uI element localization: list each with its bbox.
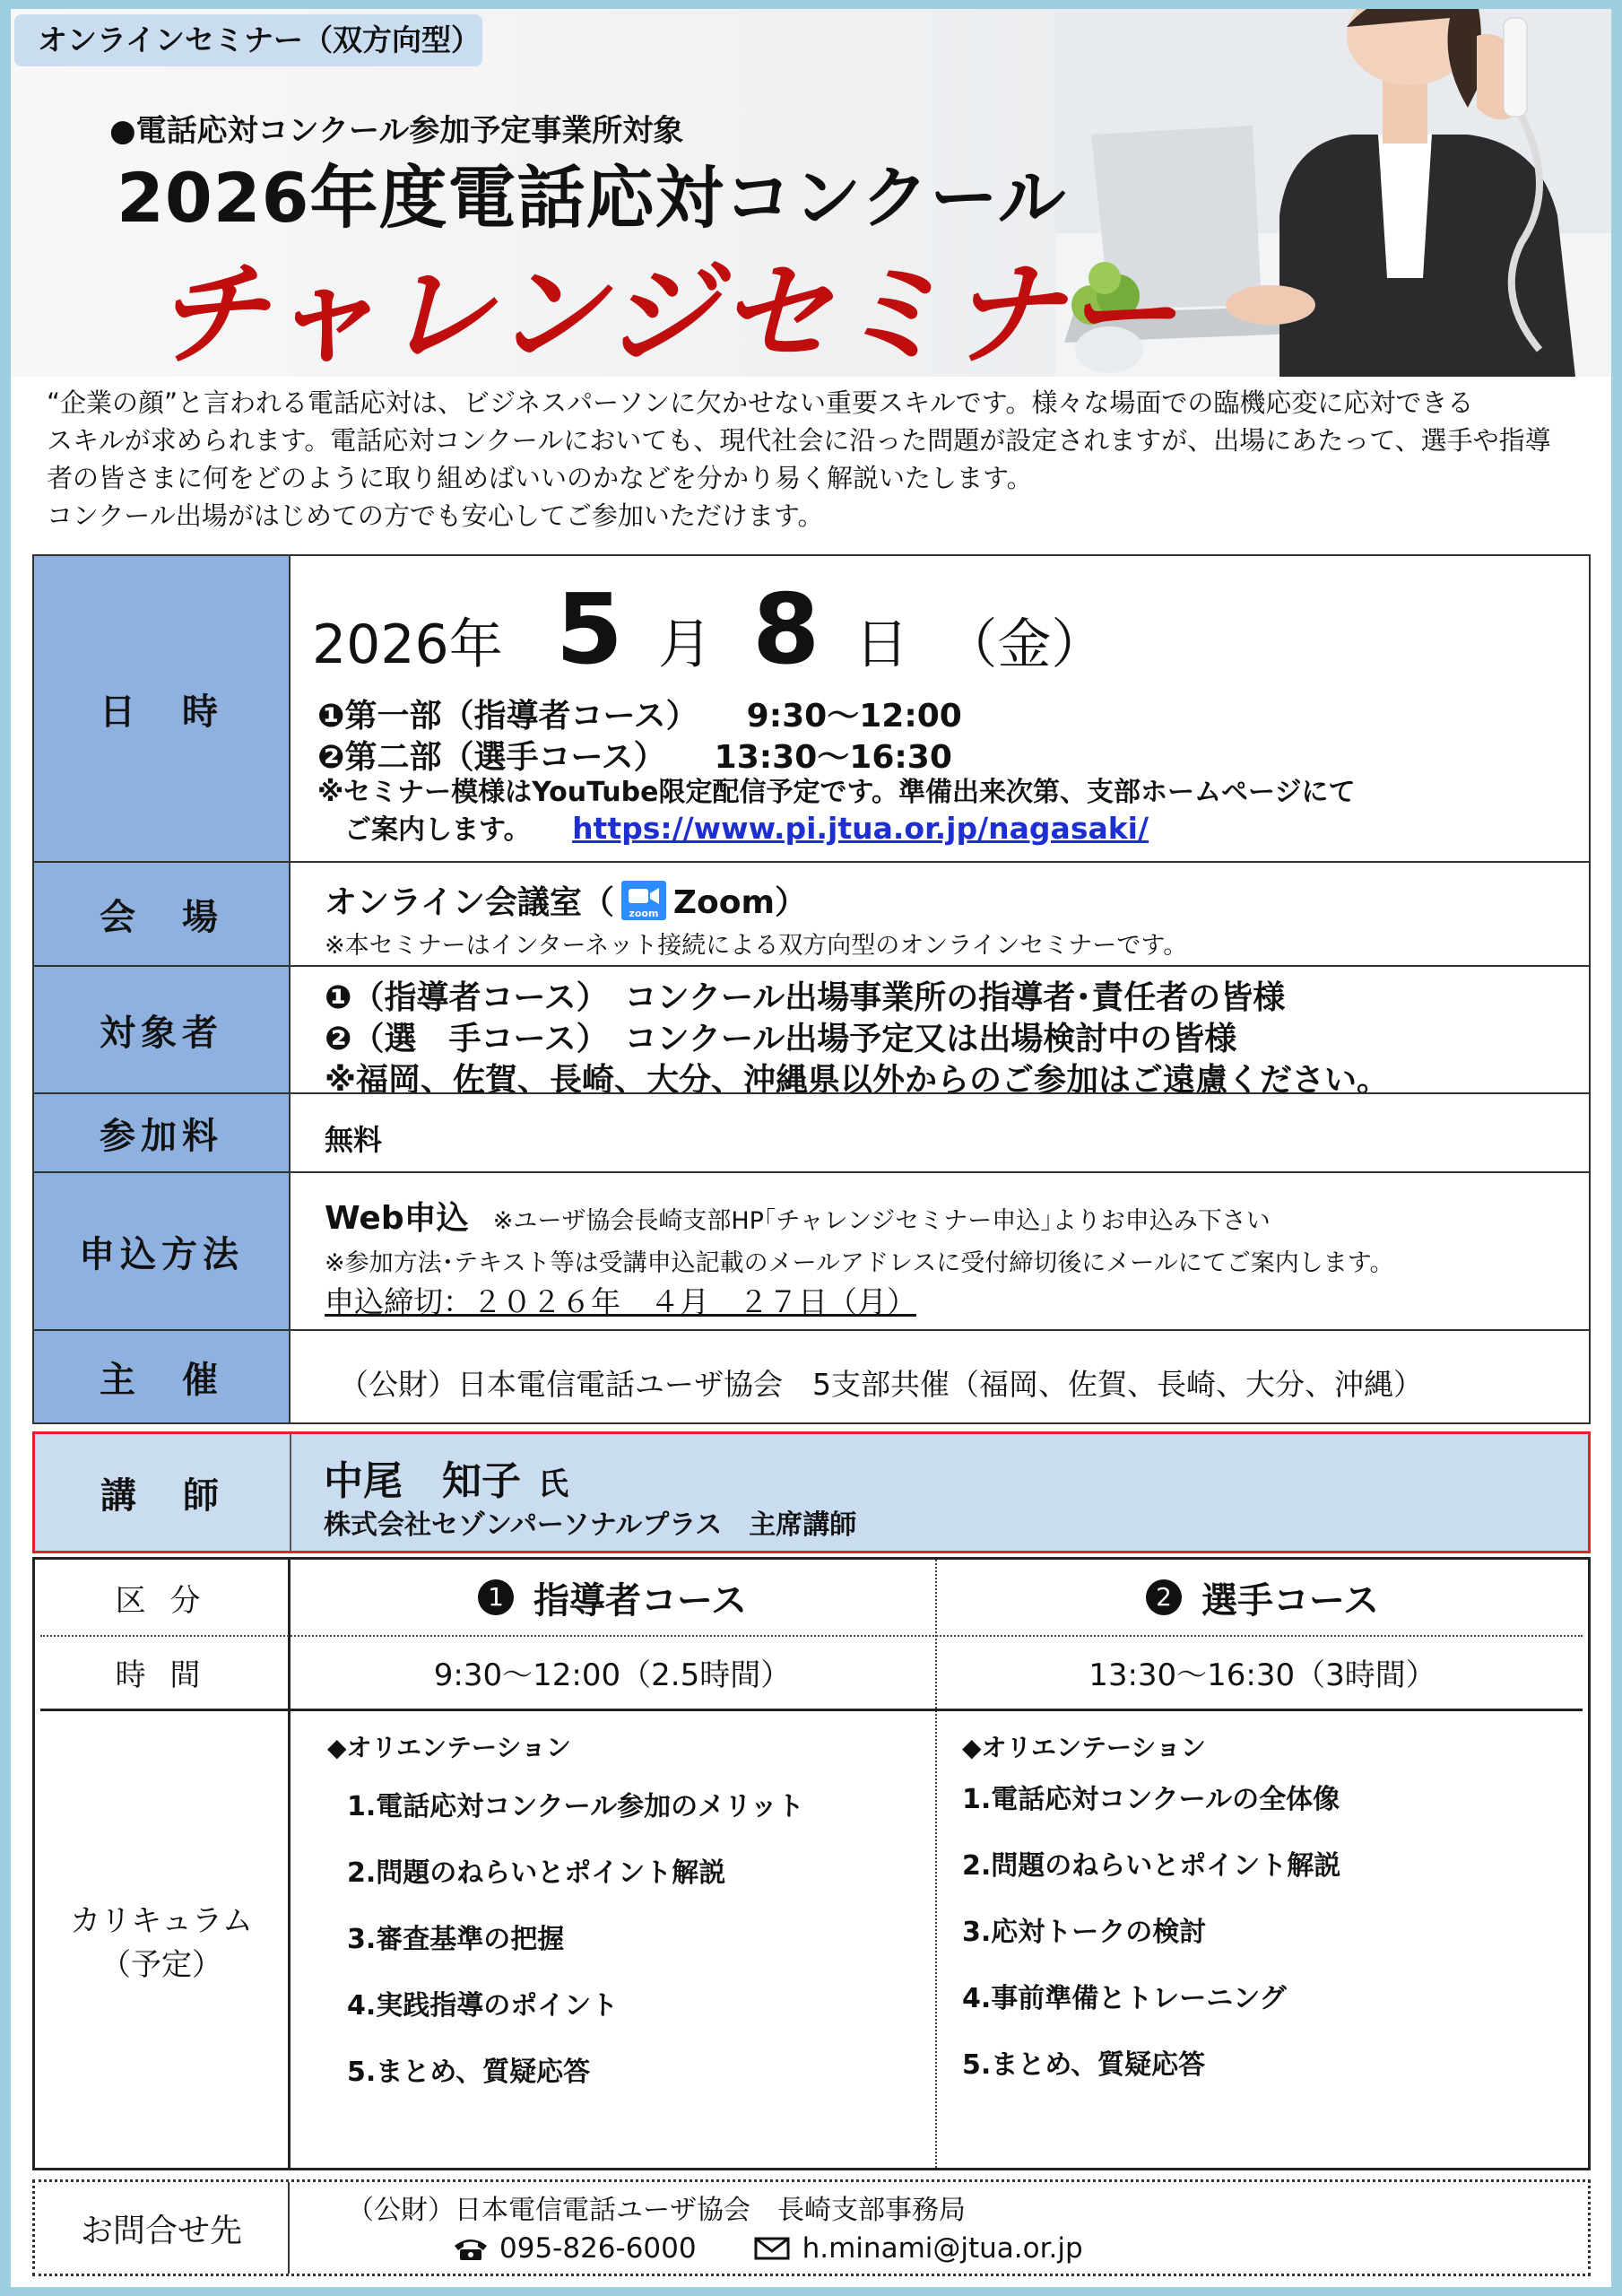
date-month-unit: 月 [658,613,713,676]
apply-method: Web申込 [325,1200,469,1237]
intro-line: コンクール出場がはじめての方でも安心してご参加いただけます。 [47,500,824,531]
list-item: 3.応対トークの検討 [962,1917,1207,1948]
flyer-page [11,9,1611,2287]
intro-line: スキルが求められます。電話応対コンクールにおいても、現代社会に沿った問題が設定されますが、出場にあたって、選手や指導 [47,425,1551,456]
lecturer-row [32,1431,1591,1553]
target-line-2: ❷（選 手コース） コンクール出場予定又は出場検討中の皆様 [325,1021,1237,1057]
list-item: 2.問題のねらいとポイント解説 [962,1850,1341,1882]
fee-label: 参加料 [34,1094,291,1171]
fee-value: 無料 [325,1123,383,1157]
list-item: 5.まとめ、質疑応答 [962,2049,1206,2081]
streaming-note-line: ご案内します。 [344,814,531,846]
apply-note: ※参加方法･テキスト等は受講申込記載のメールアドレスに受付締切後にメールにてご案内します。 [325,1249,1394,1277]
contact-email[interactable]: h.minami@jtua.or.jp [802,2232,1083,2265]
venue-label: 会 場 [34,863,291,965]
list-item: 4.実践指導のポイント [347,1990,619,2022]
orientation-item: ◆オリエンテーション [327,1733,571,1762]
curriculum-table [32,1557,1591,2170]
host-row [32,1329,1591,1424]
zoom-icon [621,881,666,920]
target-line-3: ※福岡、佐賀、長崎、大分、沖縄県以外からのご参加はご遠慮ください。 [325,1062,1389,1099]
seminar-name: チャレンジセミナー [154,248,1178,377]
page-title: 2026年度電話応対コンクール [117,158,1067,238]
course-2-name: 選手コース [1201,1579,1379,1622]
zoom-logo-text: zoom [629,907,659,919]
schedule-label: 日 時 [34,556,291,861]
list-item: 2.問題のねらいとポイント解説 [347,1857,726,1889]
contact-box [32,2179,1591,2276]
curriculum-label-line: （予定） [100,1946,222,1983]
streaming-note-line: ※セミナー模様はYouTube限定配信予定です。準備出来次第、支部ホームページにて [317,777,1356,808]
apply-deadline: 申込締切：２０２６年 ４月 ２７日（月） [325,1284,916,1319]
date-weekday: （金） [943,613,1106,676]
course-2-header [937,1560,1588,1635]
course-1-header [290,1560,935,1635]
venue-name-suffix: Zoom） [672,884,808,921]
lecturer-honorific: 氏 [538,1466,569,1502]
course-1-time: 9:30～12:00（2.5時間） [433,1657,792,1693]
course-2-number: 2 [1146,1579,1182,1615]
date-day-unit: 日 [854,613,909,676]
course-2-time: 13:30～16:30（3時間） [1089,1657,1436,1693]
streaming-note [317,775,1355,848]
session-2: ❷第二部（選手コース） 13:30～16:30 [317,739,952,776]
date-day: 8 [752,574,820,686]
division-label: 区 分 [115,1582,208,1619]
target-subhead: ●電話応対コンクール参加予定事業所対象 [109,113,684,149]
host-label: 主 催 [34,1331,291,1422]
schedule-row [32,554,1591,863]
course-1-curriculum [327,1728,804,2116]
phone-icon [451,2235,490,2262]
list-item: 5.まとめ、質疑応答 [347,2057,591,2088]
lecturer-title: 株式会社セゾンパーソナルプラス 主席講師 [324,1509,857,1541]
venue-row [32,861,1591,967]
course-1-name: 指導者コース [533,1579,747,1622]
contact-org: （公財）日本電信電話ユーザ協会 長崎支部事務局 [347,2195,966,2226]
target-row [32,965,1591,1099]
intro-text [47,384,1598,535]
course-1-number: 1 [478,1579,514,1615]
list-item: 3.審査基準の把握 [347,1924,565,1955]
apply-row [32,1171,1591,1331]
venue-name-prefix: オンライン会議室（ [325,884,614,921]
lecturer-label: 講 師 [35,1434,291,1551]
venue-note: ※本セミナーはインターネット接続による双方向型のオンラインセミナーです。 [325,932,1188,960]
host-value: （公財）日本電信電話ユーザ協会 5支部共催（福岡、佐賀、長崎、大分、沖縄） [339,1367,1423,1402]
curriculum-label-line: カリキュラム [70,1902,253,1939]
list-item: 1.電話応対コンクール参加のメリット [347,1791,804,1822]
date-month: 5 [555,574,623,686]
seminar-type-tag: オンラインセミナー（双方向型） [14,14,482,66]
header-banner [11,9,1611,377]
branch-homepage-link[interactable]: https://www.pi.jtua.or.jp/nagasaki/ [572,811,1149,846]
list-item: 4.事前準備とトレーニング [962,1983,1287,2014]
event-date [312,574,1105,686]
course-2-curriculum [962,1728,1340,2109]
time-label: 時 間 [115,1657,208,1693]
apply-label: 申込方法 [34,1173,291,1329]
contact-label: お問合せ先 [35,2182,290,2274]
list-item: 1.電話応対コンクールの全体像 [962,1784,1340,1815]
intro-line: 者の皆さまに何をどのように取り組めばいいのかなどを分かり易く解説いたします。 [47,463,1033,493]
lecturer-name: 中尾 知子 [324,1458,521,1504]
venue-name [325,877,807,923]
mail-icon [754,2236,790,2261]
apply-method-note: ※ユーザ協会長崎支部HP｢チャレンジセミナー申込｣よりお申込み下さい [492,1207,1271,1235]
target-line-1: ❶（指導者コース） コンクール出場事業所の指導者･責任者の皆様 [325,979,1286,1016]
orientation-item: ◆オリエンテーション [962,1733,1206,1762]
session-1: ❶第一部（指導者コース） 9:30～12:00 [317,698,962,735]
intro-line: “企業の顔”と言われる電話応対は、ビジネスパーソンに欠かせない重要スキルです。様々な場面での臨機応変に応対できる [47,387,1474,418]
contact-phone[interactable]: 095-826-6000 [499,2232,697,2265]
target-label: 対象者 [34,967,291,1092]
curriculum-label [35,1709,288,2170]
fee-row [32,1092,1591,1173]
date-year: 2026年 [312,613,503,676]
